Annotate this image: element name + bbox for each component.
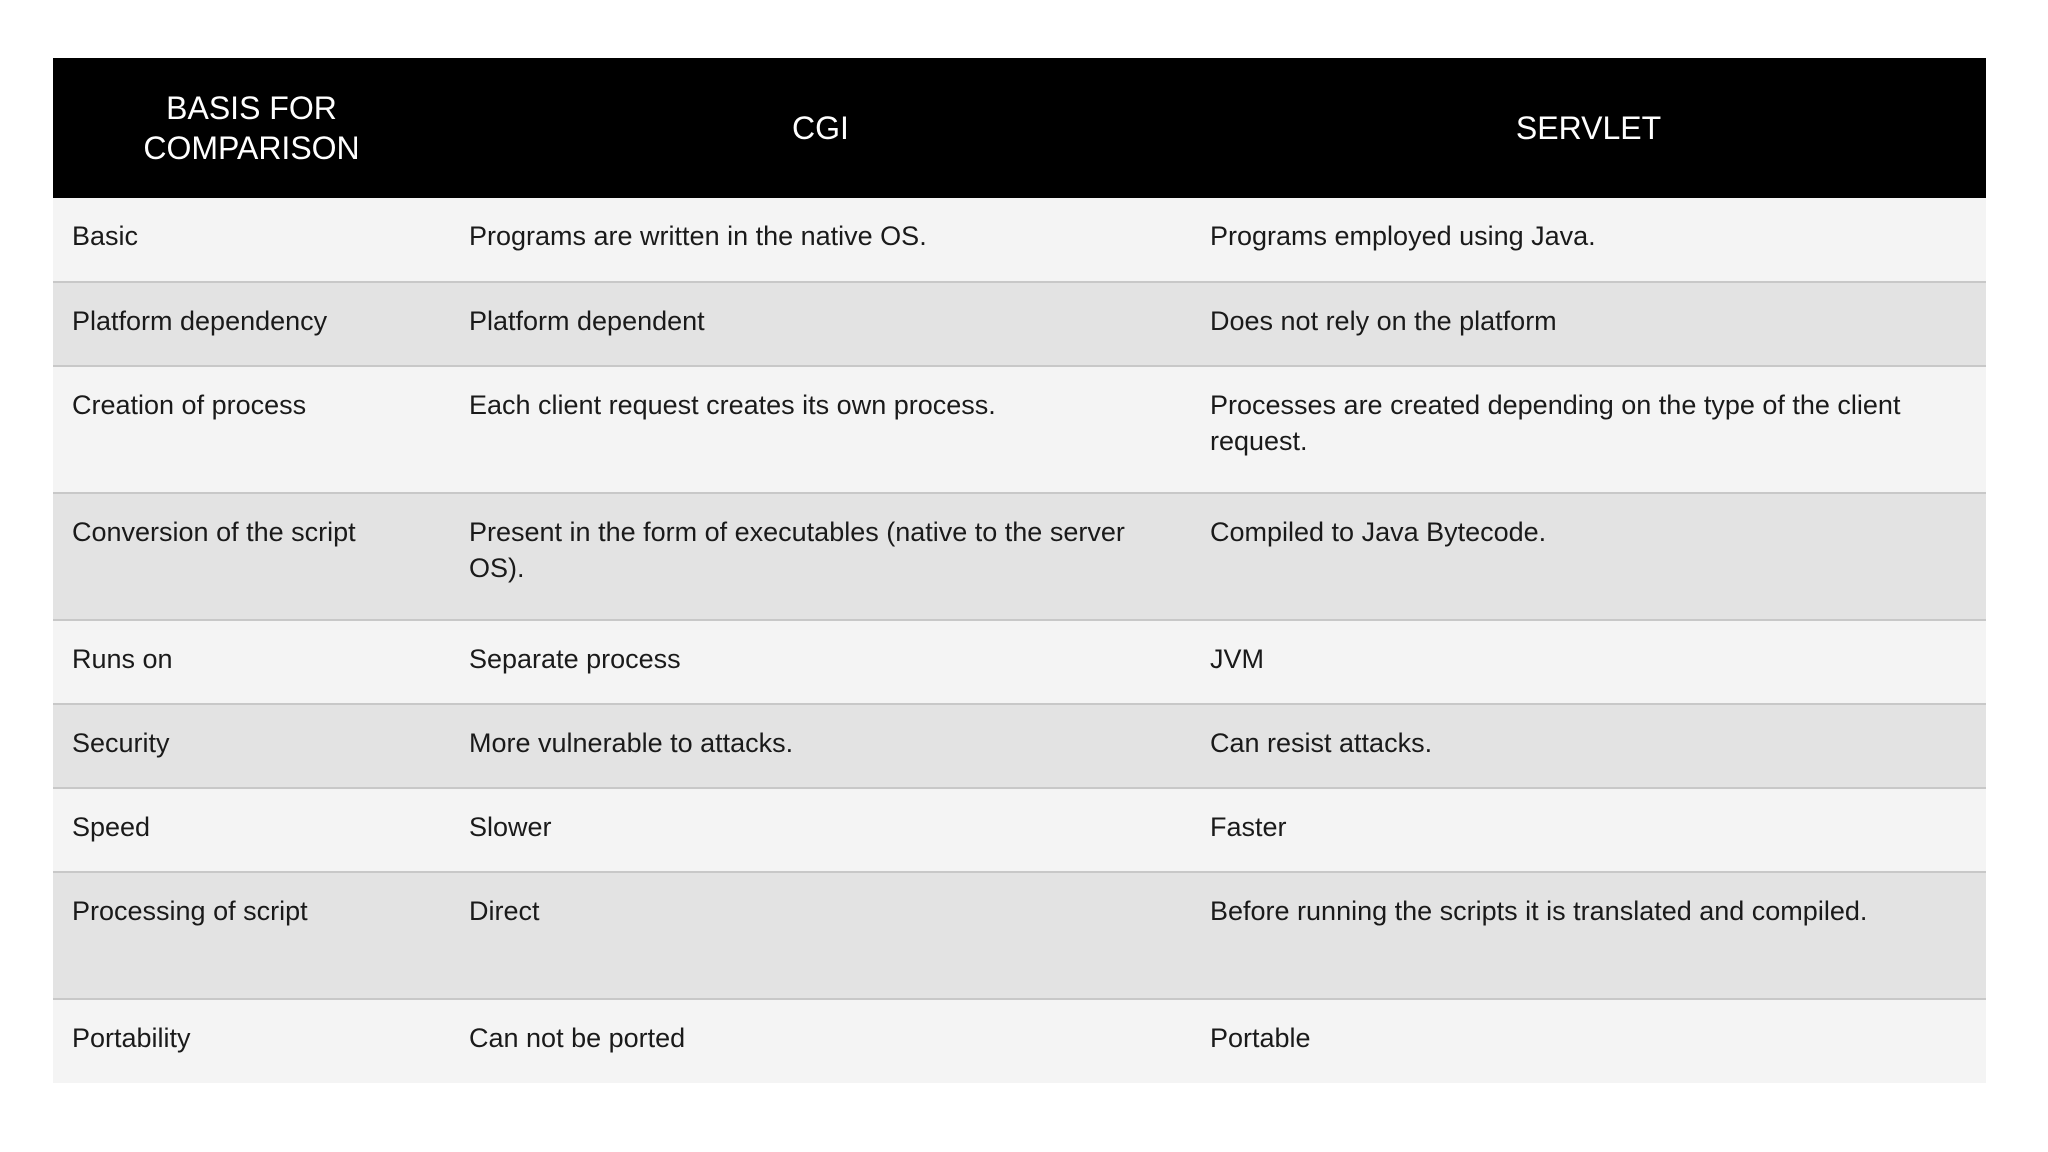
table-row [53, 282, 1986, 366]
cgi-cell: Platform dependent [450, 282, 1191, 366]
servlet-cell: Compiled to Java Bytecode. [1191, 493, 1986, 620]
comparison-table [53, 58, 1986, 1083]
servlet-cell: Portable [1191, 999, 1986, 1083]
servlet-cell: Does not rely on the platform [1191, 282, 1986, 366]
cgi-cell: Slower [450, 788, 1191, 872]
header-basis: BASIS FOR COMPARISON [53, 58, 450, 198]
header-cgi: CGI [450, 58, 1191, 198]
servlet-cell: Programs employed using Java. [1191, 198, 1986, 282]
servlet-cell: Can resist attacks. [1191, 704, 1986, 788]
servlet-cell: Processes are created depending on the type of the client request. [1191, 366, 1986, 493]
servlet-cell: Faster [1191, 788, 1986, 872]
cgi-cell: More vulnerable to attacks. [450, 704, 1191, 788]
table-row [53, 366, 1986, 493]
table-row [53, 788, 1986, 872]
header-row [53, 58, 1986, 198]
table-body [53, 198, 1986, 1083]
servlet-cell: Before running the scripts it is translated and compiled. [1191, 872, 1986, 999]
table-row [53, 493, 1986, 620]
basis-cell: Basic [53, 198, 450, 282]
basis-cell: Security [53, 704, 450, 788]
basis-cell: Creation of process [53, 366, 450, 493]
table-row [53, 198, 1986, 282]
basis-cell: Portability [53, 999, 450, 1083]
table-header [53, 58, 1986, 198]
table-row [53, 999, 1986, 1083]
basis-cell: Runs on [53, 620, 450, 704]
basis-cell: Processing of script [53, 872, 450, 999]
cgi-cell: Separate process [450, 620, 1191, 704]
servlet-cell: JVM [1191, 620, 1986, 704]
table-row [53, 704, 1986, 788]
table-row [53, 620, 1986, 704]
cgi-cell: Direct [450, 872, 1191, 999]
basis-cell: Platform dependency [53, 282, 450, 366]
basis-cell: Speed [53, 788, 450, 872]
basis-cell: Conversion of the script [53, 493, 450, 620]
cgi-cell: Each client request creates its own process. [450, 366, 1191, 493]
cgi-cell: Present in the form of executables (native to the server OS). [450, 493, 1191, 620]
cgi-cell: Programs are written in the native OS. [450, 198, 1191, 282]
header-servlet: SERVLET [1191, 58, 1986, 198]
cgi-cell: Can not be ported [450, 999, 1191, 1083]
table-row [53, 872, 1986, 999]
